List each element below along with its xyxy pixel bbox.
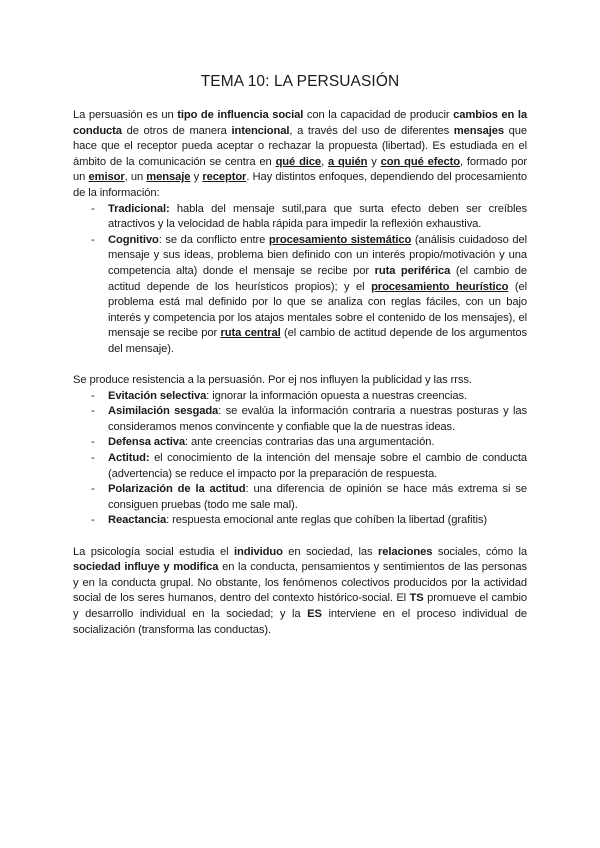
- bold-term: TS: [409, 592, 424, 605]
- text-run: con la capacidad de producir: [303, 109, 454, 121]
- bold-term: relaciones: [378, 545, 433, 558]
- intro-paragraph: [73, 108, 527, 202]
- bold-term: individuo: [233, 545, 283, 558]
- underlined-term: a quién: [327, 155, 368, 168]
- underlined-term: emisor: [88, 171, 125, 184]
- underlined-term: ruta central: [220, 327, 281, 340]
- social-psychology-paragraph: [73, 545, 527, 639]
- list-item: [108, 451, 527, 482]
- bold-term: cambios en la conducta: [73, 109, 527, 137]
- text-run: en la conducta, pensamientos y sentimientos de las personas y en la conducta grupal. No obstante, los fenómenos colectivos producidos por la actividad social de los seres humanos, dentro del contexto histórico-social. El: [73, 561, 527, 605]
- text-run: , a través del uso de diferentes: [289, 124, 454, 137]
- paragraph-spacer: [73, 358, 527, 374]
- text-run: (el cambio de actitud depende de los heurísticos propios); y el: [108, 264, 527, 293]
- bold-term: tipo de influencia social: [177, 109, 304, 121]
- document-body: [73, 108, 527, 638]
- text-run: ,: [321, 155, 328, 168]
- underlined-term: qué dice: [275, 155, 322, 168]
- bold-term: Cognitivo: [108, 233, 159, 246]
- bold-term: Defensa activa: [108, 436, 185, 449]
- list-item: [108, 233, 527, 358]
- text-run: : se da conflicto entre: [158, 233, 269, 246]
- bold-term: ruta periférica: [374, 264, 451, 277]
- text-run: habla del mensaje sutil,para que surta efecto deben ser creíbles atractivos y la velocidad de habla rápida para impedir la reflexión exhaustiva.: [108, 202, 527, 231]
- bold-term: Evitación selectiva: [108, 389, 207, 402]
- text-run: el conocimiento de la intención del mensaje sobre el cambio de conducta (advertencia) se reduce el impacto por la preparación de respuesta.: [108, 452, 527, 480]
- text-run: : una diferencia de opinión se hace más extrema si se consiguen pruebas (todo me sale mal).: [108, 483, 527, 511]
- bold-term: Actitud:: [108, 452, 150, 465]
- underlined-term: mensaje: [146, 171, 191, 184]
- text-run: : se evalúa la información contraria a nuestras posturas y las consideramos menos convincente y confiable que la de nuestras ideas.: [108, 405, 527, 433]
- bold-term: Asimilación sesgada: [108, 405, 219, 418]
- bold-term: ES: [307, 608, 322, 620]
- list-item: [108, 435, 527, 451]
- text-run: que hace que el receptor pueda aceptar o rechazar la propuesta (libertad). Es estudiada en el ámbito de la comunicación se centra en: [73, 124, 528, 168]
- approaches-list: [73, 202, 527, 358]
- list-item: [108, 202, 527, 233]
- text-run: : ignorar la información opuesta a nuestras creencias.: [206, 389, 467, 402]
- text-run: La persuasión es un: [73, 109, 178, 121]
- list-item: [108, 513, 527, 529]
- text-run: (análisis cuidadoso del mensaje y sus ideas, problema bien definido con un interés propio/motivación y una competencia alta) donde el mensaje se recibe por: [108, 233, 527, 277]
- text-run: La psicología social estudia el: [73, 545, 234, 558]
- bold-term: sociedad influye y modifica: [73, 561, 219, 574]
- text-run: . Hay distintos enfoques, dependiendo del procesamiento de la información:: [73, 171, 527, 199]
- text-run: : respuesta emocional ante reglas que cohíben la libertad (grafitis): [166, 514, 488, 527]
- text-run: promueve el cambio y desarrollo individual en la sociedad; y la: [73, 592, 527, 620]
- text-run: Se produce resistencia a la persuasión. Por ej nos influyen la publicidad y las rrss.: [73, 374, 472, 387]
- resistance-list: [73, 389, 527, 529]
- text-run: en sociedad, las: [282, 545, 379, 558]
- paragraph-spacer: [73, 529, 527, 545]
- bold-term: mensajes: [453, 124, 504, 137]
- list-item: [108, 404, 527, 435]
- text-run: : ante creencias contrarias das una argumentación.: [184, 436, 435, 449]
- text-run: (el problema está mal definido por lo que se analiza con reglas fáciles, con un bajo interés y competencia por los atajos mentales sobre el contenido de los mensajes), el mensaje se recibe por: [108, 280, 527, 340]
- bold-term: Polarización de la actitud: [108, 483, 246, 496]
- underlined-term: procesamiento heurístico: [371, 280, 509, 293]
- underlined-term: receptor: [202, 171, 247, 184]
- bold-term: intencional: [231, 124, 290, 137]
- bold-term: Tradicional:: [108, 202, 170, 215]
- text-run: , un: [124, 171, 147, 184]
- resistance-paragraph: [73, 373, 527, 389]
- text-run: y: [367, 155, 381, 168]
- list-item: [108, 482, 527, 513]
- page-title: TEMA 10: LA PERSUASIÓN: [200, 73, 400, 90]
- text-run: y: [190, 171, 203, 184]
- text-run: interviene en el proceso individual de socialización (transforma las conductas).: [73, 608, 527, 636]
- underlined-term: con qué efecto: [380, 155, 460, 168]
- underlined-term: procesamiento sistemático: [268, 233, 412, 246]
- text-run: , formado por un: [73, 155, 527, 184]
- bold-term: Reactancia: [108, 514, 167, 527]
- list-item: [108, 389, 527, 405]
- text-run: sociales, cómo la: [432, 545, 527, 558]
- text-run: (el cambio de actitud depende de los argumentos del mensaje).: [108, 327, 527, 355]
- text-run: de otros de manera: [121, 124, 232, 137]
